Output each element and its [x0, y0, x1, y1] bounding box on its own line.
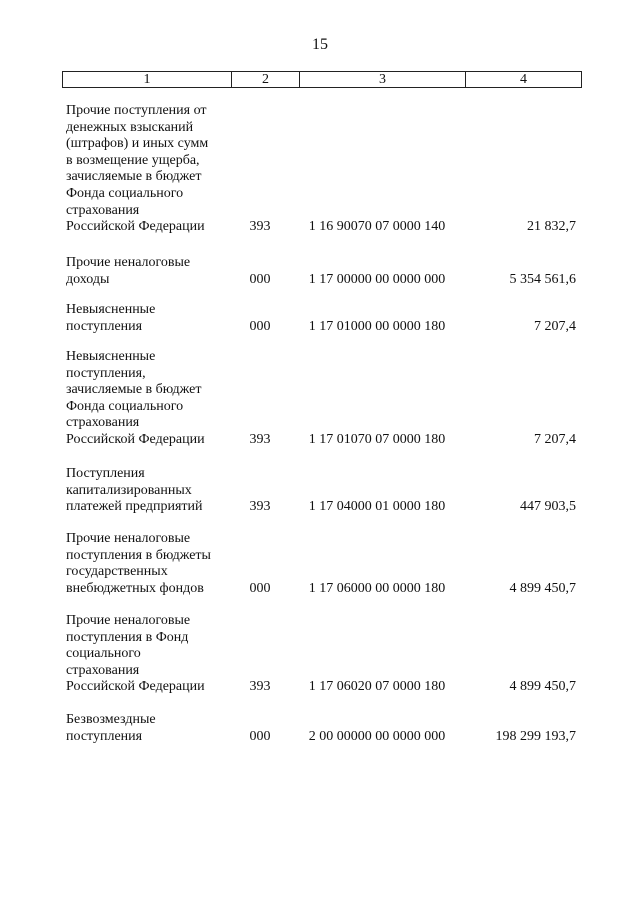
row-budget-code: 1 17 01070 07 0000 180: [308, 432, 446, 447]
row-name-line: Российской Федерации: [66, 431, 205, 447]
row-amount: 21 832,7: [527, 219, 576, 235]
row-name: [66, 466, 236, 516]
row-name-line: государственных: [66, 564, 168, 580]
row-budget-code: 1 17 04000 01 0000 180: [308, 499, 446, 515]
row-name-line: Прочие неналоговые: [66, 531, 191, 546]
row-name: [66, 712, 236, 745]
row-name-line: страхования: [66, 662, 140, 678]
row-name: [66, 349, 236, 449]
row-name-line: денежных взысканий: [66, 119, 194, 135]
row-amount: 447 903,5: [520, 499, 576, 515]
row-budget-code: 1 17 06000 00 0000 180: [308, 580, 446, 596]
header-col-2: 2: [231, 72, 299, 87]
header-col-1: 1: [143, 72, 151, 87]
row-name-line: поступления в Фонд: [66, 629, 189, 645]
row-name-line: Невыясненные: [66, 349, 156, 364]
row-name: [66, 103, 236, 236]
row-admin-code: 393: [249, 219, 271, 235]
row-name-line: Фонда социального: [66, 398, 184, 414]
row-name-line: поступления,: [66, 365, 146, 381]
header-col-3: 3: [299, 72, 465, 87]
row-name-line: Поступления: [66, 466, 145, 481]
row-name-line: внебюджетных фондов: [66, 580, 204, 596]
row-name: [66, 613, 236, 696]
row-admin-code: 393: [249, 499, 271, 515]
row-budget-code: 1 17 06020 07 0000 180: [308, 679, 446, 695]
table-header: [62, 71, 582, 88]
row-name-line: социального: [66, 646, 141, 662]
row-name: [66, 531, 236, 597]
row-admin-code: 393: [249, 679, 271, 695]
row-name-line: поступления в бюджеты: [66, 547, 211, 563]
row-budget-code: 1 17 00000 00 0000 000: [308, 271, 446, 287]
row-budget-code: 2 00 00000 00 0000 000: [308, 728, 446, 744]
row-name-line: Прочие поступления от: [66, 103, 207, 118]
row-name-line: Российской Федерации: [66, 219, 205, 235]
row-admin-code: 000: [249, 728, 271, 744]
row-amount: 5 354 561,6: [509, 271, 576, 287]
row-name-line: поступления: [66, 728, 143, 744]
row-name-line: Фонда социального: [66, 185, 184, 201]
row-amount: 4 899 450,7: [509, 679, 576, 695]
row-name-line: платежей предприятий: [66, 499, 203, 515]
row-name: [66, 255, 236, 288]
row-name-line: Российской Федерации: [66, 679, 205, 695]
row-budget-code: 1 17 01000 00 0000 180: [308, 318, 446, 334]
row-name-line: поступления: [66, 318, 143, 334]
row-name-line: доходы: [66, 271, 110, 287]
row-name-line: Невыясненные: [66, 302, 156, 317]
row-admin-code: 393: [249, 432, 271, 447]
row-admin-code: 000: [249, 271, 271, 287]
row-name: [66, 302, 236, 335]
row-name-line: страхования: [66, 202, 140, 218]
row-admin-code: 000: [249, 318, 271, 334]
row-admin-code: 000: [249, 580, 271, 596]
row-amount: 198 299 193,7: [495, 728, 576, 744]
row-amount: 4 899 450,7: [509, 580, 576, 596]
row-name-line: капитализированных: [66, 482, 192, 498]
row-name-line: Прочие неналоговые: [66, 255, 191, 270]
header-col-4: 4: [465, 72, 581, 87]
page-number: 15: [312, 36, 328, 53]
row-name-line: страхования: [66, 415, 140, 431]
row-amount: 7 207,4: [534, 432, 576, 447]
row-name-line: зачисляемые в бюджет: [66, 169, 202, 185]
row-name-line: зачисляемые в бюджет: [66, 382, 202, 398]
row-name-line: (штрафов) и иных сумм: [66, 136, 209, 152]
row-name-line: Безвозмездные: [66, 712, 156, 727]
row-amount: 7 207,4: [534, 318, 576, 334]
row-name-line: в возмещение ущерба,: [66, 152, 200, 168]
row-name-line: Прочие неналоговые: [66, 613, 191, 628]
row-budget-code: 1 16 90070 07 0000 140: [308, 219, 446, 235]
